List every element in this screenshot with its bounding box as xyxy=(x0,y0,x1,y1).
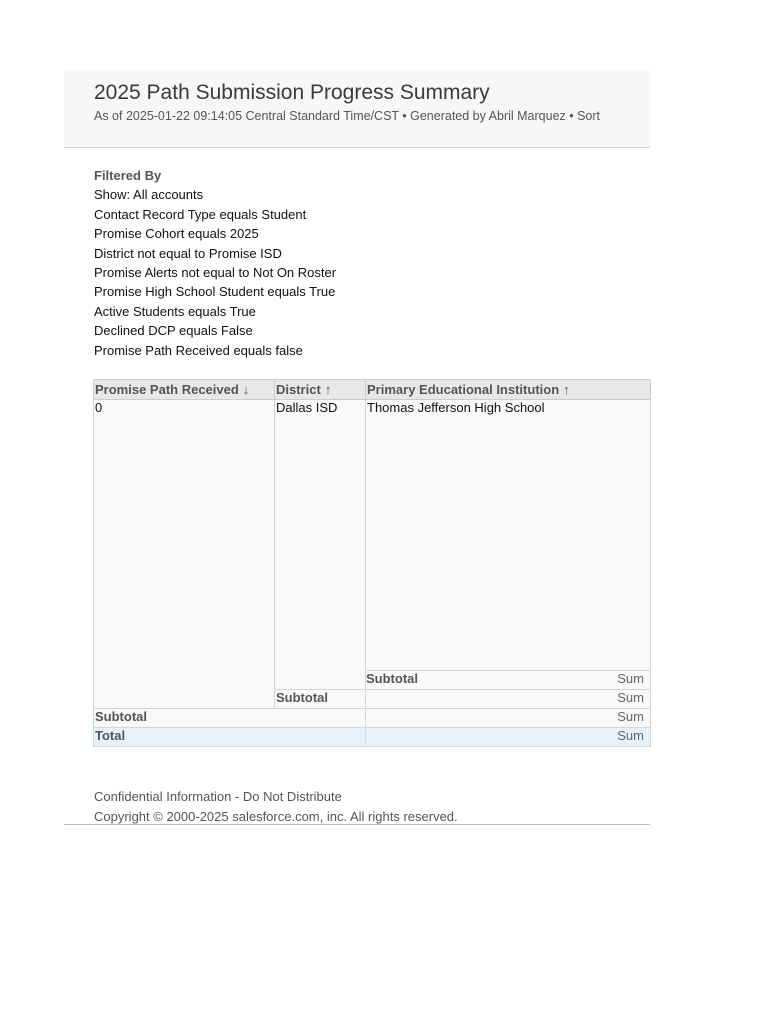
filter-item: Promise High School Student equals True xyxy=(94,284,336,300)
report-title: 2025 Path Submission Progress Summary xyxy=(94,81,490,104)
filter-list xyxy=(94,166,650,360)
cell-district: Dallas ISD xyxy=(275,400,366,690)
subtotal-label: Subtotal xyxy=(275,690,366,709)
filter-item: District not equal to Promise ISD xyxy=(94,245,282,261)
confidential-notice: Confidential Information - Do Not Distribute xyxy=(94,789,342,804)
sort-desc-icon: ↓ xyxy=(242,382,250,397)
sort-asc-icon: ↑ xyxy=(563,382,570,397)
sum-value: Sum xyxy=(366,728,651,747)
filter-item: Promise Cohort equals 2025 xyxy=(94,226,259,242)
filter-heading: Filtered By xyxy=(94,168,162,183)
column-header-institution[interactable]: Primary Educational Institution ↑ xyxy=(366,380,651,400)
copyright-notice: Copyright © 2000-2025 salesforce.com, inc. All rights reserved. xyxy=(94,809,458,824)
report-table xyxy=(93,379,651,747)
column-header-promise-path-received[interactable]: Promise Path Received ↓ xyxy=(94,380,275,400)
filter-item: Contact Record Type equals Student xyxy=(94,206,307,222)
table-header-row xyxy=(94,380,651,400)
report-header xyxy=(64,70,650,148)
sum-value: Sum xyxy=(366,690,651,709)
cell-promise-path-received: 0 xyxy=(94,400,275,709)
subtotal-row-promise-path xyxy=(94,709,651,728)
sort-asc-icon: ↑ xyxy=(324,382,332,397)
sum-value: Sum xyxy=(617,671,644,686)
total-label: Total xyxy=(94,728,366,747)
total-row xyxy=(94,728,651,747)
report-footer xyxy=(94,787,458,827)
subtotal-label: Subtotal xyxy=(94,709,366,728)
report-subtitle: As of 2025-01-22 09:14:05 Central Standard Time/CST • Generated by Abril Marquez • Sort xyxy=(94,109,601,123)
table-row xyxy=(94,400,651,671)
sum-value: Sum xyxy=(366,709,651,728)
footer-divider xyxy=(64,824,650,825)
report-page xyxy=(64,70,650,824)
filter-item: Promise Path Received equals false xyxy=(94,342,303,358)
filter-item: Declined DCP equals False xyxy=(94,323,253,339)
filter-item: Promise Alerts not equal to Not On Roster xyxy=(94,265,337,281)
column-header-district[interactable]: District ↑ xyxy=(275,380,366,400)
subtotal-label: Subtotal xyxy=(366,671,418,686)
filter-item: Active Students equals True xyxy=(94,303,256,319)
filter-item: Show: All accounts xyxy=(94,187,204,203)
cell-institution: Thomas Jefferson High School xyxy=(366,400,651,671)
